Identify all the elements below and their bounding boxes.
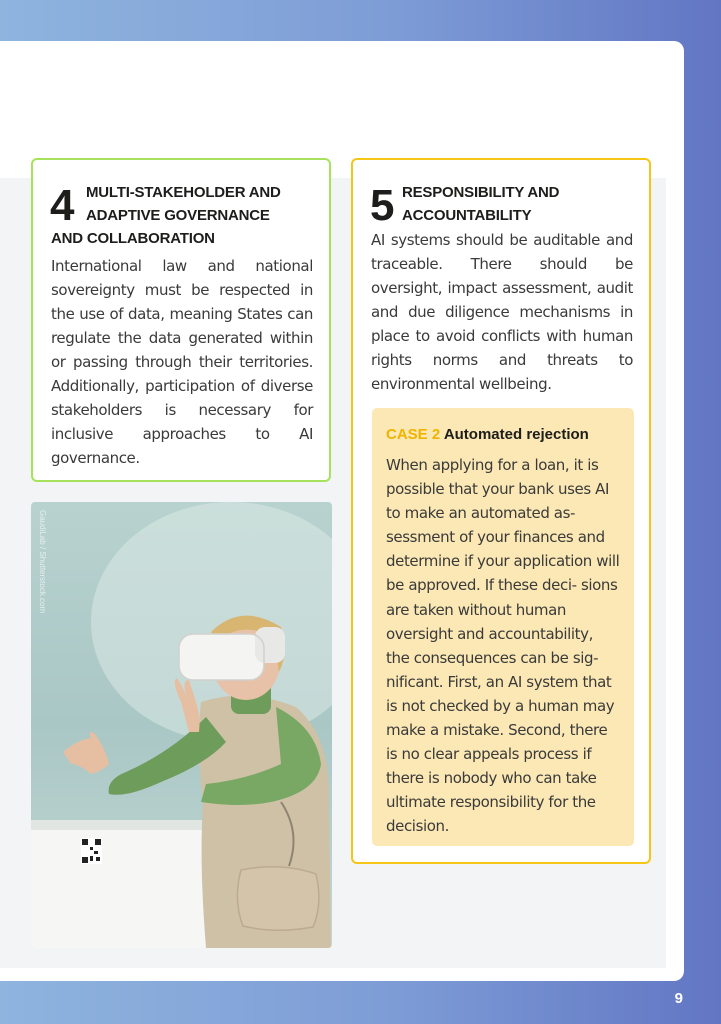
section-5-number: 5 xyxy=(370,181,395,230)
section-4-title-line3: AND COLLABORATION xyxy=(51,230,215,247)
case-body: When applying for a loan, it is possible that your bank uses AI to make an automated as- sessment of your finances and determine if your application will be approved. If these deci- sions are taken without human oversight and accountability, the consequences can be sig- nificant. First, an AI system that is not checked by a human may make a mistake. Second, there is no clear appeals process if there is nobody who can take ultimate responsibility for the decision. xyxy=(386,456,620,836)
photo-credit: GaudiLab / Shutterstock.com xyxy=(38,510,47,614)
case-title: Automated rejection xyxy=(443,426,589,443)
section-5-title-line1: RESPONSIBILITY AND xyxy=(402,184,560,201)
section-4-card xyxy=(31,158,331,482)
section-4-title-line2: ADAPTIVE GOVERNANCE xyxy=(86,207,270,224)
page-number: 9 xyxy=(674,990,683,1007)
vr-photo-illustration xyxy=(31,502,332,948)
vr-headset xyxy=(179,634,264,680)
section-5-body: AI systems should be auditable and traceable. There should be oversight, impact assessment, audit and due diligence mechanisms in place to avoid conflicts with human rights norms and threats to environmental wellbeing. xyxy=(371,231,633,393)
vr-headset-photo xyxy=(31,502,332,948)
case-box xyxy=(372,408,634,846)
qr-code-icon xyxy=(81,838,102,864)
section-4-title-line1: MULTI-STAKEHOLDER AND xyxy=(86,184,281,201)
section-4-number: 4 xyxy=(50,181,75,230)
section-4-body: International law and national sovereignty must be respected in the use of data, meaning States can regulate the data generated within or passing through their territories. Additionally, participation of diverse stakeholders is necessary for inclusive approaches to AI governance. xyxy=(51,257,313,467)
section-5-title-line2: ACCOUNTABILITY xyxy=(402,207,532,224)
section-5-card xyxy=(351,158,651,864)
case-tag: CASE 2 xyxy=(386,426,441,443)
pedestal xyxy=(31,820,229,948)
case-heading xyxy=(386,424,589,446)
